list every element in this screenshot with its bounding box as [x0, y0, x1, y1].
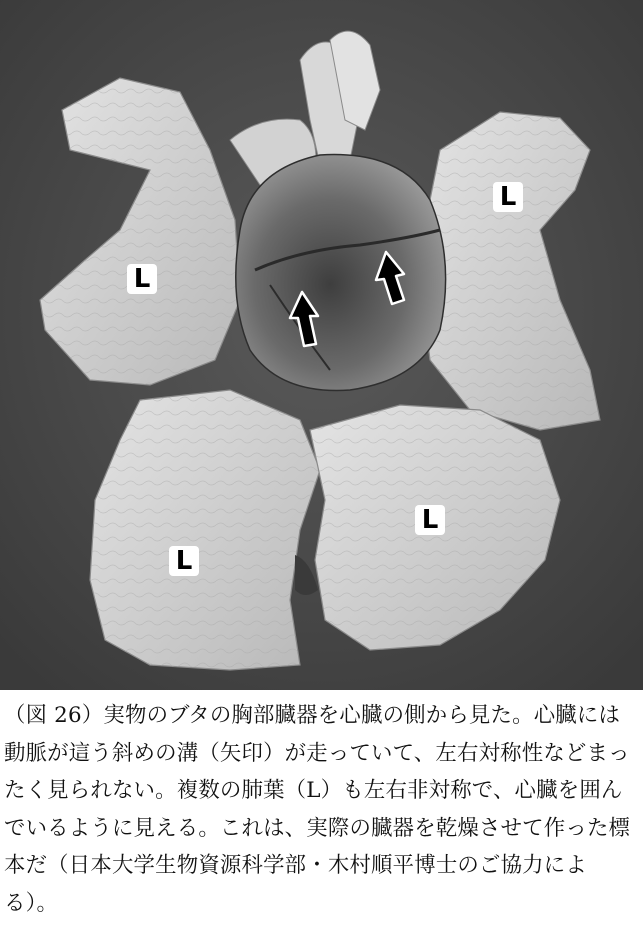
lobe-label: L: [169, 546, 199, 576]
figure-caption: （図 26）実物のブタの胸部臓器を心臓の側から見た。心臓には動脈が這う斜めの溝（矢印）が走っていて、左右対称性などまったく見られない。複数の肺葉（L）も左右非対称で、心臓を囲んでいるように見える。これは、実際の臓器を乾燥させて作った標本だ（日本大学生物資源科学部・木村順平博士のご協力による）。: [4, 703, 631, 916]
lobe-label: L: [493, 182, 523, 212]
lung-lobe-left-lower: [90, 390, 320, 670]
heart: [236, 155, 446, 391]
lobe-label: L: [127, 264, 157, 294]
lobe-label: L: [415, 505, 445, 535]
